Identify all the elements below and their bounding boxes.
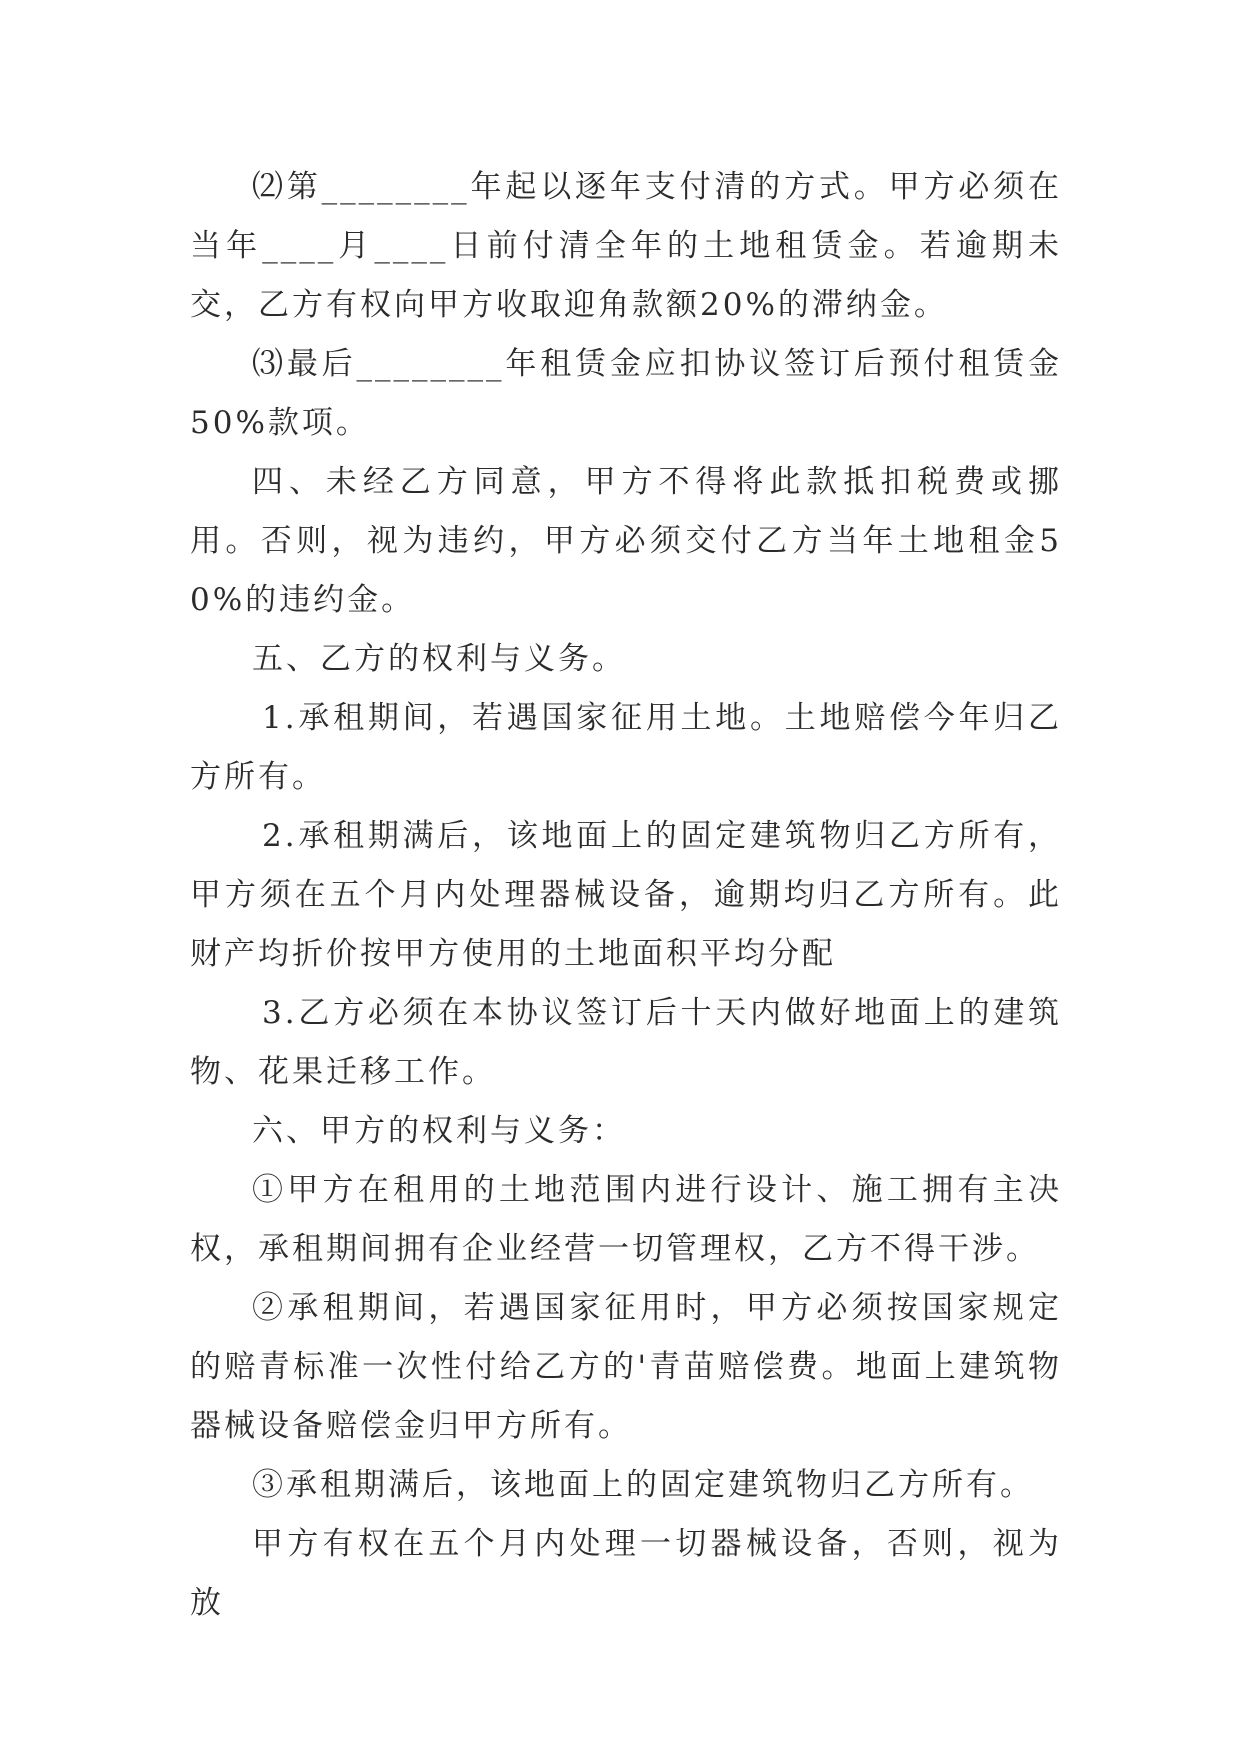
paragraph-payment-3: ⑶最后________年租赁金应扣协议签订后预付租赁金50%款项。 [190, 346, 1062, 441]
paragraph-clause-5-item-3: 3.乙方必须在本协议签订后十天内做好地面上的建筑物、花果迁移工作。 [190, 995, 1062, 1090]
paragraph-clause-6-item-3: ③承租期满后，该地面上的固定建筑物归乙方所有。 [252, 1467, 1034, 1503]
document-body [190, 158, 1062, 1633]
paragraph-clause-5-heading: 五、乙方的权利与义务。 [252, 641, 626, 677]
paragraph-clause-5-item-1: 1.承租期间，若遇国家征用土地。土地赔偿今年归乙方所有。 [190, 700, 1062, 795]
paragraph-clause-6-continued: 甲方有权在五个月内处理一切器械设备，否则，视为放 [190, 1526, 1062, 1621]
paragraph-clause-6-heading: 六、甲方的权利与义务： [252, 1113, 626, 1149]
paragraph-clause-5-item-2: 2.承租期满后，该地面上的固定建筑物归乙方所有，甲方须在五个月内处理器械设备，逾期均归乙方所有。此财产均折价按甲方使用的土地面积平均分配 [190, 818, 1062, 972]
paragraph-clause-6-item-1: ①甲方在租用的土地范围内进行设计、施工拥有主决权，承租期间拥有企业经营一切管理权，乙方不得干涉。 [190, 1172, 1062, 1267]
paragraph-clause-6-item-2: ②承租期间，若遇国家征用时，甲方必须按国家规定的赔青标准一次性付给乙方的'青苗赔偿费。地面上建筑物器械设备赔偿金归甲方所有。 [190, 1290, 1062, 1444]
paragraph-clause-4: 四、未经乙方同意，甲方不得将此款抵扣税费或挪用。否则，视为违约，甲方必须交付乙方当年土地租金50%的违约金。 [190, 464, 1062, 618]
paragraph-payment-2: ⑵第________年起以逐年支付清的方式。甲方必须在当年____月____日前付清全年的土地租赁金。若逾期未交，乙方有权向甲方收取迎角款额20%的滞纳金。 [190, 169, 1062, 323]
